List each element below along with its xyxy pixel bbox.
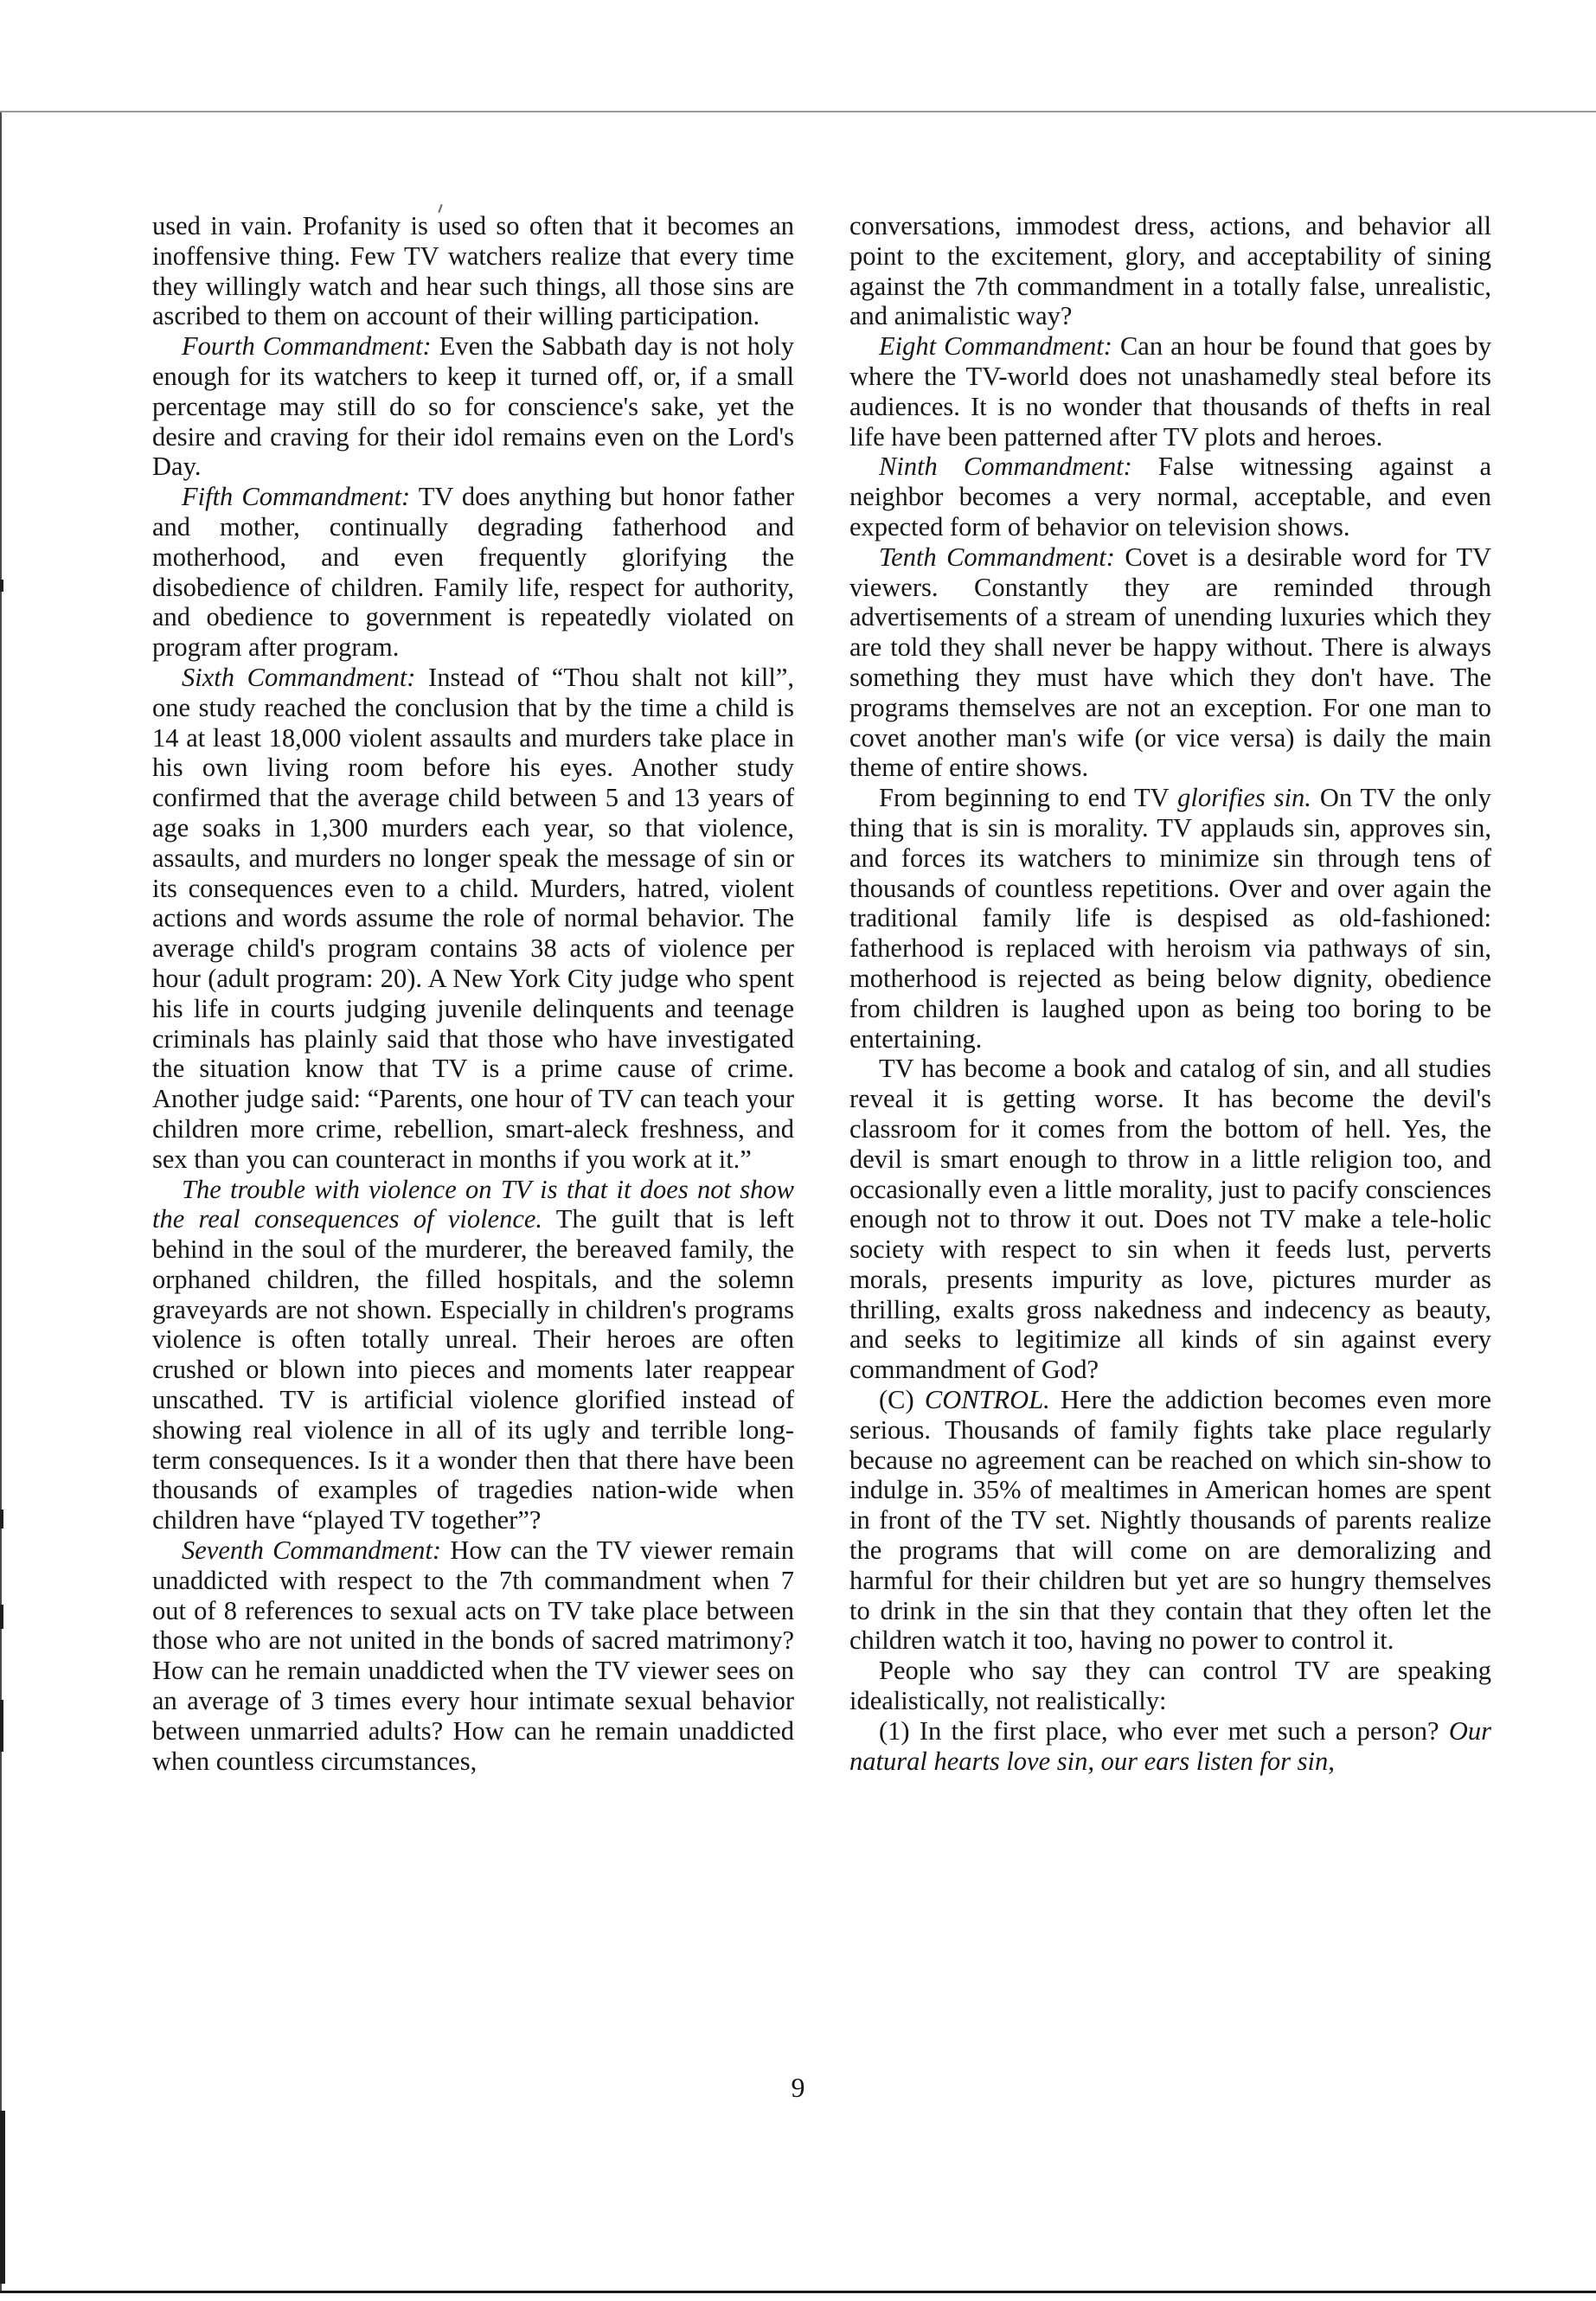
- violence-consequences-label: The trouble with violence on TV is that it does not show the real consequences of violence.: [152, 1174, 794, 1234]
- scan-left-edge: [0, 112, 2, 2292]
- paragraph-control: (C) CONTROL. Here the addiction becomes even more serious. Thousands of family fights take place regularly because no agreement can be reached on which sin-show to indulge in. 35% of mealtimes in American homes are spent in front of the TV set. Nightly thousands of parents realize the programs that will come on are demoralizing and harmful for their children but yet are so hungry themselves to drink in the sin that they contain that they often let the children watch it too, having no power to control it.: [849, 1385, 1491, 1656]
- fourth-commandment-label: Fourth Commandment:: [182, 331, 432, 362]
- paragraph-fifth-commandment: Fifth Commandment: TV does anything but honor father and mother, continually degrading fatherhood and motherhood, and even frequently glorifying the disobedience of children. Family life, respect for authority, and obedience to government is repeatedly violated on program after program.: [152, 482, 794, 663]
- page-number: 9: [791, 2072, 805, 2103]
- paragraph-violence-consequences: The trouble with violence on TV is that it does not show the real consequences of violence. The guilt that is left behind in the soul of the murderer, the bereaved family, the orphaned children, the filled hospitals, and the solemn graveyards are not shown. Especially in children's programs violence is often totally unreal. Their heroes are often crushed or blown into pieces and moments later reappear unscathed. TV is artificial violence glorified instead of showing real violence in all of its ugly and terrible long-term consequences. Is it a wonder then that there have been thousands of examples of tragedies nation-wide when children have “played TV together”?: [152, 1174, 794, 1535]
- left-column: [152, 211, 794, 1776]
- paragraph-eighth-commandment: Eight Commandment: Can an hour be found that goes by where the TV-world does not unashamedly steal before its audiences. It is no wonder that thousands of thefts in real life have been patterned after TV plots and heroes.: [849, 331, 1491, 452]
- paragraph-tenth-commandment: Tenth Commandment: Covet is a desirable word for TV viewers. Constantly they are reminded through advertisements of a stream of unending luxuries which they are told they shall never be happy without. There is always something they must have which they don't have. The programs themselves are not an exception. For one man to covet another man's wife (or vice versa) is daily the main theme of entire shows.: [849, 542, 1491, 783]
- paragraph-first-place: (1) In the first place, who ever met such a person? Our natural hearts love sin, our ears listen for sin,: [849, 1715, 1491, 1776]
- scan-edge-mark: [0, 580, 3, 592]
- scan-edge-mark: [0, 1509, 3, 1529]
- tenth-commandment-label: Tenth Commandment:: [879, 542, 1115, 572]
- seventh-commandment-label: Seventh Commandment:: [182, 1535, 441, 1566]
- scan-edge-mark: [0, 2111, 5, 2284]
- control-heading: CONTROL.: [924, 1385, 1050, 1415]
- scan-bottom-edge: [0, 2291, 1596, 2293]
- right-column: [849, 211, 1491, 1776]
- eighth-commandment-label: Eight Commandment:: [879, 331, 1112, 362]
- fifth-commandment-label: Fifth Commandment:: [182, 482, 411, 512]
- paragraph-glorifies-sin: From beginning to end TV glorifies sin. On TV the only thing that is sin is morality. TV applauds sin, approves sin, and forces its watchers to minimize sin through tens of thousands of countless repetitions. Over and over again the traditional family life is despised as old-fashioned: fatherhood is replaced with heroism via pathways of sin, motherhood is rejected as being below dignity, obedience from children is laughed upon as being too boring to be entertaining.: [849, 783, 1491, 1054]
- paragraph-ninth-commandment: Ninth Commandment: False witnessing against a neighbor becomes a very normal, acceptable, and even expected form of behavior on television shows.: [849, 452, 1491, 542]
- glorifies-sin-emphasis: glorifies sin.: [1177, 783, 1311, 813]
- paragraph-people-control: People who say they can control TV are speaking idealistically, not realistically:: [849, 1656, 1491, 1716]
- ninth-commandment-label: Ninth Commandment:: [879, 452, 1132, 482]
- scan-edge-mark: [0, 1605, 3, 1629]
- paragraph-sixth-commandment: Sixth Commandment: Instead of “Thou shalt not kill”, one study reached the conclusion that by the time a child is 14 at least 18,000 violent assaults and murders take place in his own living room before his eyes. Another study confirmed that the average child between 5 and 13 years of age soaks in 1,300 murders each year, so that violence, assaults, and murders no longer speak the message of sin or its consequences even to a child. Murders, hatred, violent actions and words assume the role of normal behavior. The average child's program contains 38 acts of violence per hour (adult program: 20). A New York City judge who spent his life in courts judging juvenile delinquents and teenage criminals has plainly said that those who have investigated the situation know that TV is a prime cause of crime. Another judge said: “Parents, one hour of TV can teach your children more crime, rebellion, smart-aleck freshness, and sex than you can counteract in months if you work at it.”: [152, 662, 795, 1174]
- scan-edge-mark: [0, 1700, 3, 1752]
- paragraph-conversations: conversations, immodest dress, actions, and behavior all point to the excitement, glory, and acceptability of sining against the 7th commandment in a totally false, unrealistic, and animalistic way?: [849, 211, 1491, 331]
- paragraph-catalog-of-sin: TV has become a book and catalog of sin, and all studies reveal it is getting worse. It has become the devil's classroom for it comes from the bottom of hell. Yes, the devil is smart enough to throw in a little religion too, and occasionally even a little morality, just to pacify consciences enough not to throw it out. Does not TV make a tele-holic society with respect to sin when it feeds lust, perverts morals, presents impurity as love, pictures murder as thrilling, exalts gross nakedness and indecency as beauty, and seeks to legitimize all kinds of sin against every commandment of God?: [849, 1054, 1491, 1385]
- paragraph-fourth-commandment: Fourth Commandment: Even the Sabbath day is not holy enough for its watchers to keep it turned off, or, if a small percentage may still do so for conscience's sake, yet the desire and craving for their idol remains even on the Lord's Day.: [152, 331, 794, 482]
- natural-hearts-emphasis: Our natural hearts love sin, our ears listen for sin,: [849, 1715, 1491, 1776]
- sixth-commandment-label: Sixth Commandment:: [182, 662, 416, 692]
- paragraph-seventh-commandment: Seventh Commandment: How can the TV viewer remain unaddicted with respect to the 7th commandment when 7 out of 8 references to sexual acts on TV take place between those who are not united in the bonds of sacred matrimony? How can he remain unaddicted when the TV viewer sees on an average of 3 times every hour intimate sexual behavior between unmarried adults? How can he remain unaddicted when countless circumstances,: [152, 1535, 794, 1776]
- paragraph-profanity: used in vain. Profanity is used so often that it becomes an inoffensive thing. Few TV watchers realize that every time they willingly watch and hear such things, all those sins are ascribed to them on account of their willing participation.: [152, 211, 794, 331]
- scan-top-edge: [0, 111, 1596, 112]
